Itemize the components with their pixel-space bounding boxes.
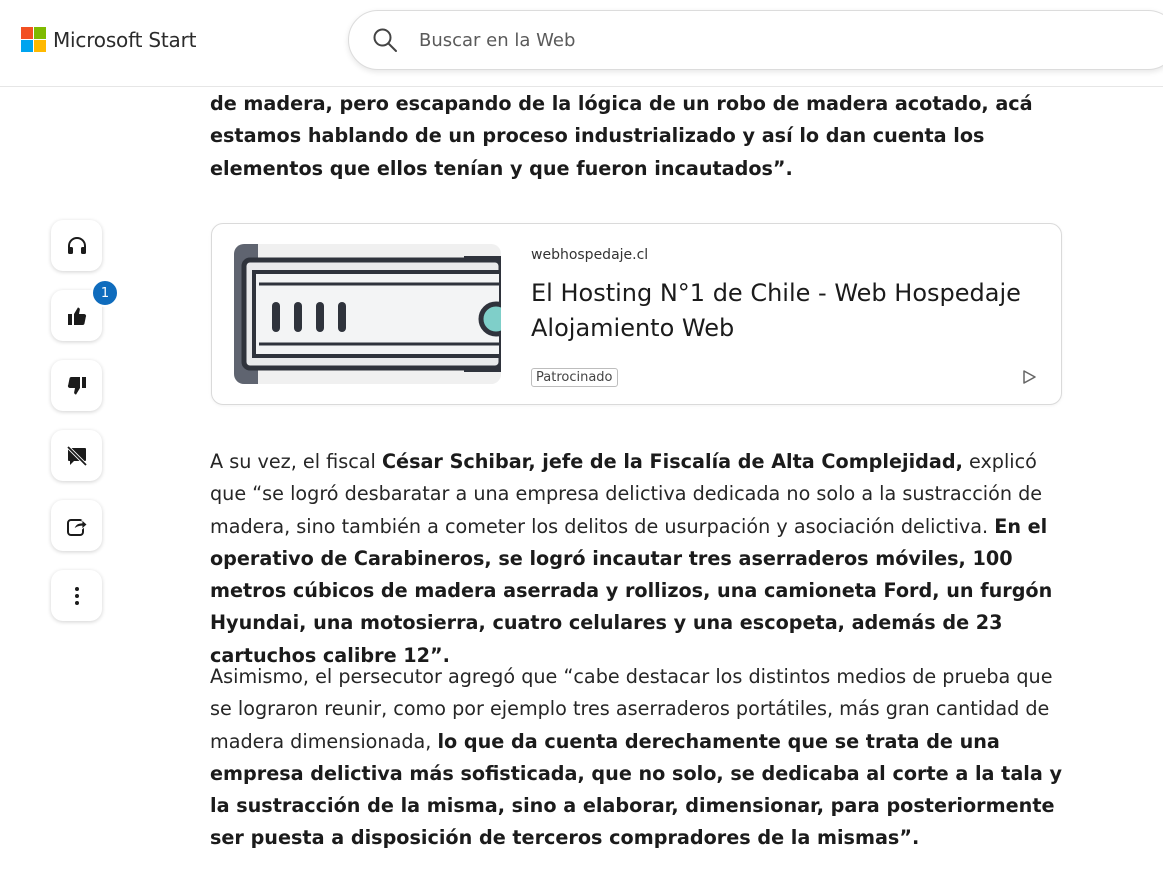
thumbs-up-icon: [65, 304, 89, 328]
hide-comments-button[interactable]: [51, 430, 102, 481]
listen-button[interactable]: [51, 220, 102, 271]
sponsored-ad-card[interactable]: [211, 223, 1062, 405]
paragraph-bold-text: En el operativo de Carabineros, se logró incautar tres aserraderos móviles, 100 metros cúbicos de madera aserrada y rollizos, una camioneta Ford, un furgón Hyundai, una motosierra, cuatro celulares y una escopeta, además de 23 cartuchos calibre 12”.: [210, 514, 1053, 667]
dislike-button[interactable]: [51, 360, 102, 411]
headphones-icon: [65, 234, 89, 258]
ad-source: webhospedaje.cl: [531, 247, 649, 263]
paragraph-text: Asimismo, el persecutor agregó que “cabe destacar los distintos medios de prueba que se lograron reunir, como por ejemplo tres aserraderos portátiles, más gran cantidad de madera dimensionada,: [210, 665, 1053, 753]
comment-off-icon: [65, 444, 89, 468]
share-button[interactable]: [51, 500, 102, 551]
share-icon: [65, 514, 89, 538]
search-input[interactable]: [419, 30, 919, 51]
search-icon[interactable]: [371, 26, 399, 54]
paragraph-text: A su vez, el fiscal: [210, 450, 382, 473]
microsoft-logo-icon: [21, 27, 46, 52]
search-bar[interactable]: [348, 10, 1163, 70]
more-options-button[interactable]: [51, 570, 102, 621]
paragraph-bold-text: César Schibar, jefe de la Fiscalía de Alta Complejidad,: [381, 450, 963, 473]
paragraph-text: explicó que “se logró desbaratar a una empresa delictiva dedicada no solo a la sustracción de madera, sino también a cometer los delitos de usurpación y asociación delictiva.: [210, 450, 1043, 538]
server-rack-illustration: [234, 244, 501, 384]
article-paragraph: [210, 446, 1070, 672]
paragraph-bold-text: lo que da cuenta derechamente que se trata de una empresa delictiva más sofisticada, que no solo, se dedicaba al corte a la tala y la sustracción de la misma, sino a elaborar, dimensionar, para posteriormente ser puesta a disposición de terceros compradores de la mismas”.: [210, 729, 1062, 850]
logo-text: Microsoft Start: [53, 27, 197, 52]
article-paragraph: [210, 661, 1070, 855]
microsoft-start-logo[interactable]: [21, 27, 196, 52]
ad-choices-icon[interactable]: [1020, 368, 1038, 386]
like-count-badge: 1: [91, 279, 119, 307]
ad-title[interactable]: El Hosting N°1 de Chile - Web Hospedaje Alojamiento Web: [531, 279, 1021, 342]
article-paragraph-top: de madera, pero escapando de la lógica de un robo de madera acotado, acá estamos hablando de un proceso industrializado y así lo dan cuenta los elementos que ellos tenían y que fueron incautados”.: [210, 92, 1033, 180]
more-vertical-icon: [65, 584, 89, 608]
top-header: [0, 0, 1163, 87]
sponsored-tag: Patrocinado: [531, 368, 618, 387]
ad-image[interactable]: [234, 244, 501, 384]
thumbs-down-icon: [65, 374, 89, 398]
